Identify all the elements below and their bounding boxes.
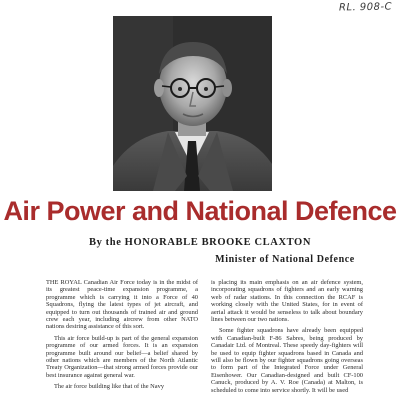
article-paragraph: THE ROYAL Canadian Air Force today is in the midst of its greatest peace-time expansion programme, a programme which is carrying it into a Force of 40 Squadrons, flying the latest types of jet aircraft, and equipped to turn out thousands of trained air and ground crew each year, including aircrew from other NATO nations desiring assistance of this sort.: [46, 279, 198, 331]
handwritten-archive-code: RL. 908-C: [338, 1, 393, 14]
author-role: Minister of National Defence: [215, 254, 355, 265]
article-column-left: [46, 279, 198, 400]
article-paragraph: This air force build-up is part of the general expansion programme of our armed forces. It is an expansion programme built around our belief—a belief shared by other nations which are members of the North Atlantic Treaty Organization—that strong armed forces provide our best insurance against general war.: [46, 334, 198, 379]
article-paragraph: Some fighter squadrons have already been equipped with Canadian-built F-86 Sabres, being produced by Canadair Ltd. of Montreal. These speedy day-fighters will be used to equip fighter squadrons based in Canada and will also be flown by our fighter squadrons going overseas to form part of the Integrated Force under General Eisenhower. Our Canadian-designed and built CF-100 Canuck, produced by A. V. Roe (Canada) at Malton, is scheduled to come into service shortly. It will be used: [211, 327, 363, 394]
article-headline: Air Power and National Defence: [3, 196, 397, 226]
portrait-photo-icon: [113, 16, 272, 191]
article-paragraph: is placing its main emphasis on an air defence system, incorporating squadrons of fighters and an early warning web of radar stations. In this connection the RCAF is working closely with the United States, for in event of aerial attack it would be senseless to talk about boundary lines between our two nations.: [211, 279, 363, 324]
author-portrait-photo: [113, 16, 272, 191]
article-column-right: [211, 279, 363, 400]
article-byline: By the HONORABLE BROOKE CLAXTON: [88, 237, 312, 248]
article-paragraph: The air force building like that of the Navy: [54, 383, 165, 391]
